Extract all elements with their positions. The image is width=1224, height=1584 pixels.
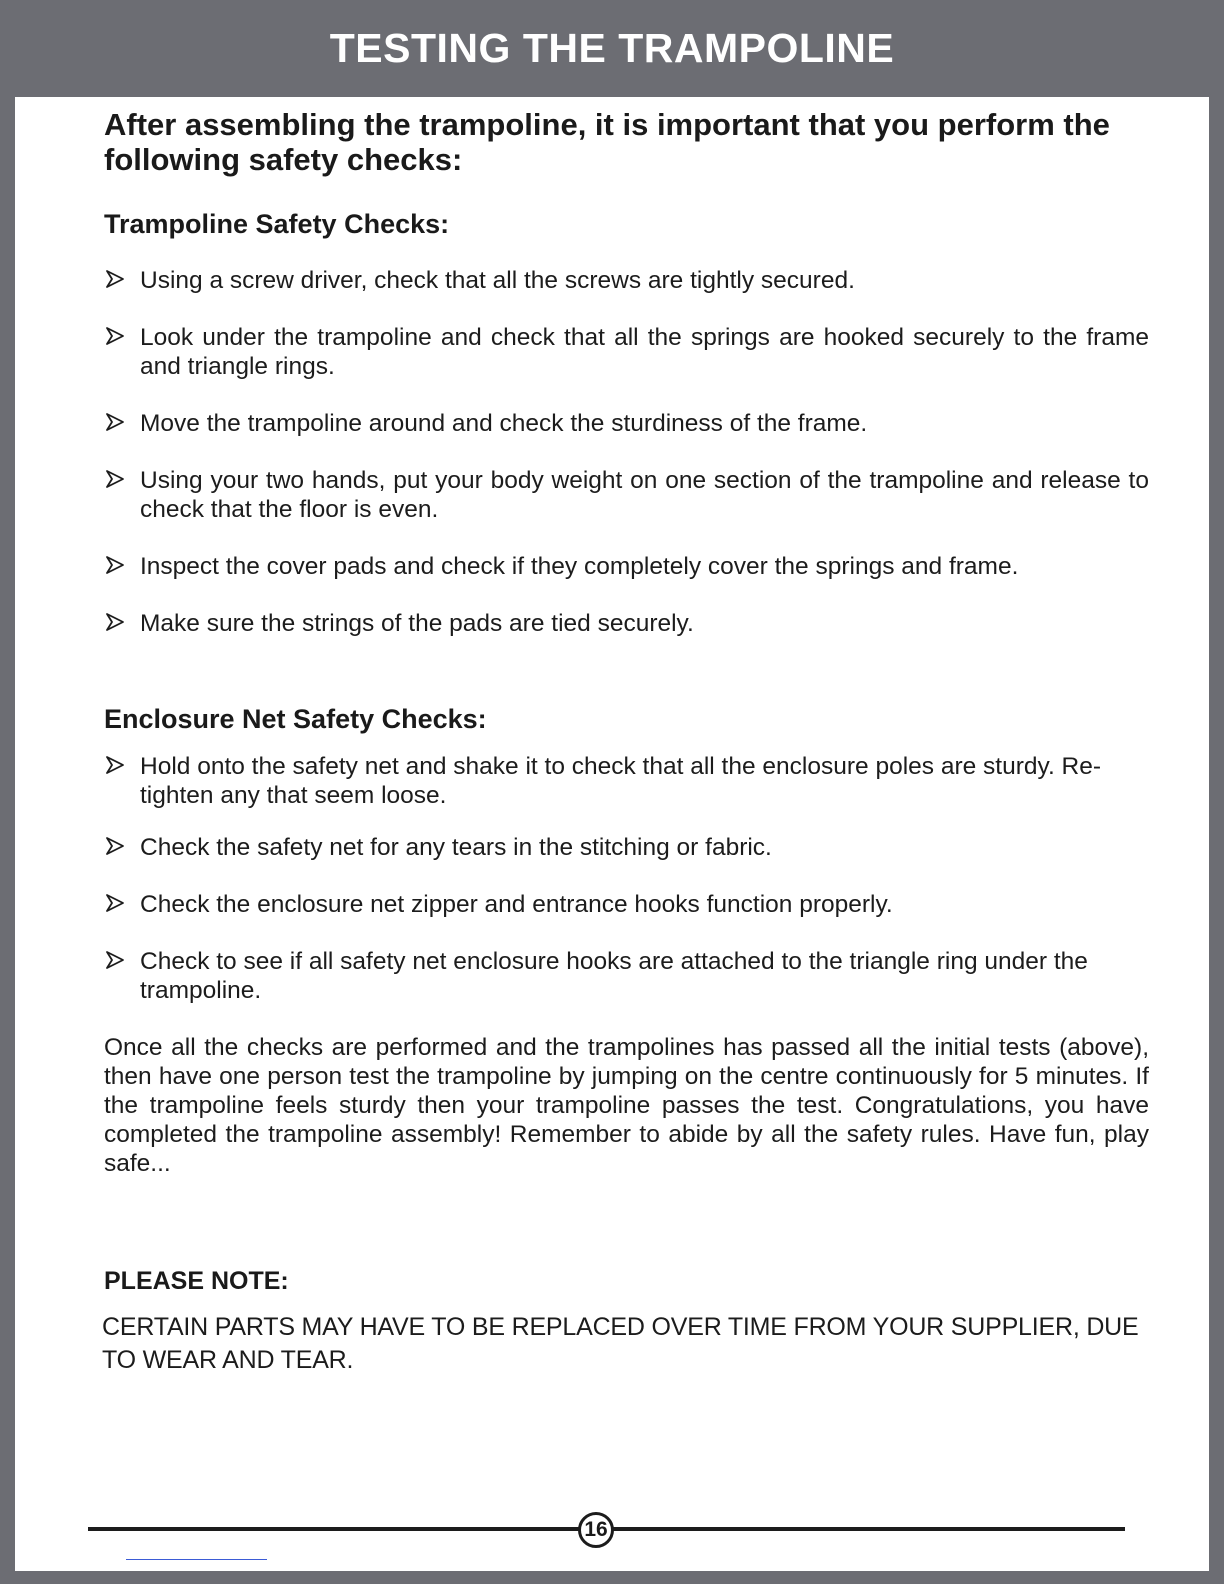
arrow-bullet-icon (105, 267, 125, 291)
checklist-item-text: Make sure the strings of the pads are tied securely. (140, 610, 694, 637)
page-content (104, 107, 1149, 1377)
arrow-bullet-icon (105, 610, 125, 634)
checklist-item (104, 323, 1149, 381)
arrow-bullet-icon (105, 834, 125, 858)
footer-link-underline (126, 1559, 267, 1560)
note-text: CERTAIN PARTS MAY HAVE TO BE REPLACED OVER TIME FROM YOUR SUPPLIER, DUE TO WEAR AND TEAR. (102, 1313, 1139, 1374)
checklist-item-text: Check the enclosure net zipper and entrance hooks function properly. (140, 891, 893, 918)
checklist-item-text: Look under the trampoline and check that all the springs are hooked securely to the frame and triangle rings. (140, 324, 1149, 380)
checklist-item-text: Hold onto the safety net and shake it to check that all the enclosure poles are sturdy. Re-tighten any that seem loose. (140, 753, 1102, 809)
checklist-item (104, 890, 1149, 919)
trampoline-checklist (104, 266, 1149, 638)
checklist-item (104, 552, 1149, 581)
enclosure-checklist (104, 752, 1149, 1005)
checklist-item-text: Check to see if all safety net enclosure hooks are attached to the triangle ring under the trampoline. (140, 948, 1088, 1004)
checklist-item (104, 466, 1149, 524)
checklist-item (104, 947, 1149, 1005)
arrow-bullet-icon (105, 410, 125, 434)
trampoline-checks-heading: Trampoline Safety Checks: (104, 209, 450, 239)
page-sheet (15, 97, 1209, 1571)
enclosure-checks-heading: Enclosure Net Safety Checks: (104, 704, 487, 734)
arrow-bullet-icon (105, 753, 125, 777)
checklist-item (104, 609, 1149, 638)
checklist-item-text: Using a screw driver, check that all the screws are tightly secured. (140, 267, 855, 294)
arrow-bullet-icon (105, 324, 125, 348)
checklist-item-text: Check the safety net for any tears in the stitching or fabric. (140, 834, 772, 861)
arrow-bullet-icon (105, 553, 125, 577)
note-heading: PLEASE NOTE: (104, 1267, 289, 1295)
closing-paragraph: Once all the checks are performed and the trampolines has passed all the initial tests (above), then have one person test the trampoline by jumping on the centre continuously for 5 minutes. If the trampoline feels sturdy then your trampoline passes the test. Congratulations, you have completed the trampoline assembly! Remember to abide by all the safety rules. Have fun, play safe... (104, 1034, 1149, 1177)
checklist-item-text: Using your two hands, put your body weight on one section of the trampoline and release to check that the floor is even. (140, 467, 1149, 523)
checklist-item-text: Inspect the cover pads and check if they completely cover the springs and frame. (140, 553, 1019, 580)
arrow-bullet-icon (105, 891, 125, 915)
checklist-item (104, 409, 1149, 438)
page-title: TESTING THE TRAMPOLINE (329, 25, 895, 71)
checklist-item (104, 833, 1149, 862)
arrow-bullet-icon (105, 948, 125, 972)
checklist-item (104, 266, 1149, 295)
page-number-badge: 16 (578, 1512, 614, 1548)
intro-text: After assembling the trampoline, it is important that you perform the following safety checks: (104, 107, 1110, 177)
checklist-item (104, 752, 1149, 810)
arrow-bullet-icon (105, 467, 125, 491)
checklist-item-text: Move the trampoline around and check the sturdiness of the frame. (140, 410, 868, 437)
